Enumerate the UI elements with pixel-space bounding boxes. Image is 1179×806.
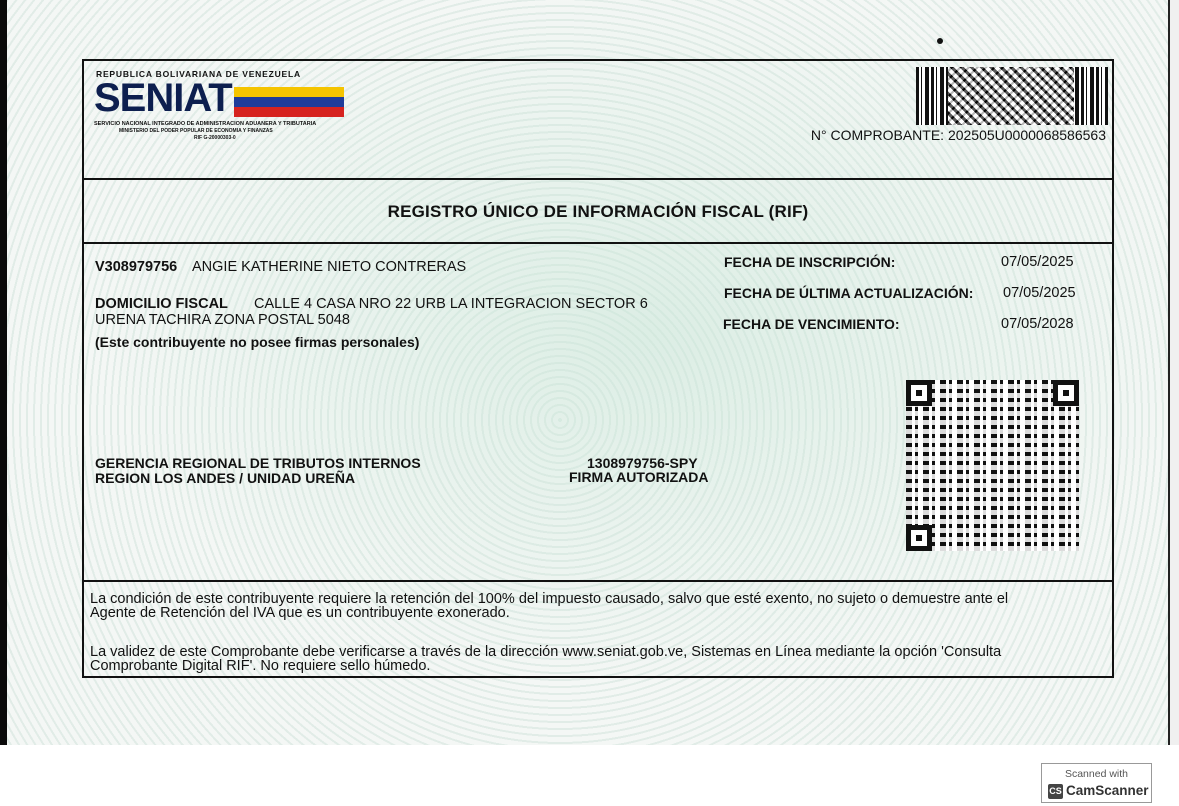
actualizacion-label: FECHA DE ÚLTIMA ACTUALIZACIÓN: (724, 285, 974, 301)
retention-note (90, 592, 1106, 620)
validity-line-1: La validez de este Comprobante debe verificarse a través de la dirección www.seniat.gob.ve, Sistemas en Línea mediante la opción 'Consulta (90, 644, 1002, 660)
inscripcion-label: FECHA DE INSCRIPCIÓN: (724, 254, 896, 270)
comprobante-number: N° COMPROBANTE: 202505U0000068586563 (810, 127, 1106, 143)
logo-subtitle-3: RIF G-20000303-0 (194, 135, 236, 141)
validity-line-2: Comprobante Digital RIF'. No requiere sello húmedo. (90, 658, 431, 674)
camscanner-name: CamScanner (1066, 783, 1149, 798)
domicilio-line-1: CALLE 4 CASA NRO 22 URB LA INTEGRACION SECTOR 6 (254, 296, 648, 312)
qr-finder-bottom-left (906, 525, 932, 551)
qr-finder-top-left (906, 380, 932, 406)
domicilio-line-2: URENA TACHIRA ZONA POSTAL 5048 (95, 312, 350, 328)
signature-label: FIRMA AUTORIZADA (569, 469, 709, 485)
camscanner-watermark (1041, 763, 1152, 803)
retention-line-2: Agente de Retención del IVA que es un contribuyente exonerado. (90, 605, 510, 621)
footer-section (84, 582, 1112, 678)
taxpayer-rif: V308979756 (95, 259, 178, 275)
qr-finder-top-right (1053, 380, 1079, 406)
region-text: REGION LOS ANDES / UNIDAD UREÑA (95, 470, 356, 486)
camscanner-logo-icon: CS (1048, 784, 1063, 799)
inscripcion-date: 07/05/2025 (1001, 254, 1074, 270)
scan-right-edge (1168, 0, 1179, 745)
vencimiento-label: FECHA DE VENCIMIENTO: (723, 316, 900, 332)
logo-subtitle-1: SERVICIO NACIONAL INTEGRADO DE ADMINISTRACION ADUANERA Y TRIBUTARIA (94, 121, 317, 127)
logo-subtitle-2: MINISTERIO DEL PODER POPULAR DE ECONOMIA Y FINANZAS (119, 128, 273, 134)
title-section (84, 178, 1112, 244)
actualizacion-date: 07/05/2025 (1003, 285, 1076, 301)
signature-code: 1308979756-SPY (587, 455, 698, 471)
taxpayer-name: ANGIE KATHERINE NIETO CONTRERAS (192, 259, 467, 275)
rif-certificate (82, 59, 1114, 678)
barcode-pattern (948, 67, 1074, 125)
certificate-header (84, 61, 1112, 180)
signature-note: (Este contribuyente no posee firmas personales) (95, 334, 420, 350)
vencimiento-date: 07/05/2028 (1001, 316, 1074, 332)
gerencia-text: GERENCIA REGIONAL DE TRIBUTOS INTERNOS (95, 455, 421, 471)
taxpayer-section (84, 244, 1112, 582)
document-title: REGISTRO ÚNICO DE INFORMACIÓN FISCAL (RIF) (387, 202, 809, 221)
logo-republic-text: REPUBLICA BOLIVARIANA DE VENEZUELA (96, 69, 301, 79)
scanned-with-text: Scanned with (1064, 768, 1129, 780)
domicilio-label: DOMICILIO FISCAL (95, 296, 228, 312)
retention-line-1: La condición de este contribuyente requiere la retención del 100% del impuesto causado, salvo que esté exento, no sujeto o demuestre ante el (90, 591, 1009, 607)
venezuela-flag-icon (234, 87, 344, 117)
logo-wordmark: SENIAT (94, 76, 232, 120)
validity-note (90, 645, 1106, 673)
qr-code-icon (906, 380, 1079, 551)
speck-mark (937, 38, 943, 44)
scan-left-edge (0, 0, 7, 745)
